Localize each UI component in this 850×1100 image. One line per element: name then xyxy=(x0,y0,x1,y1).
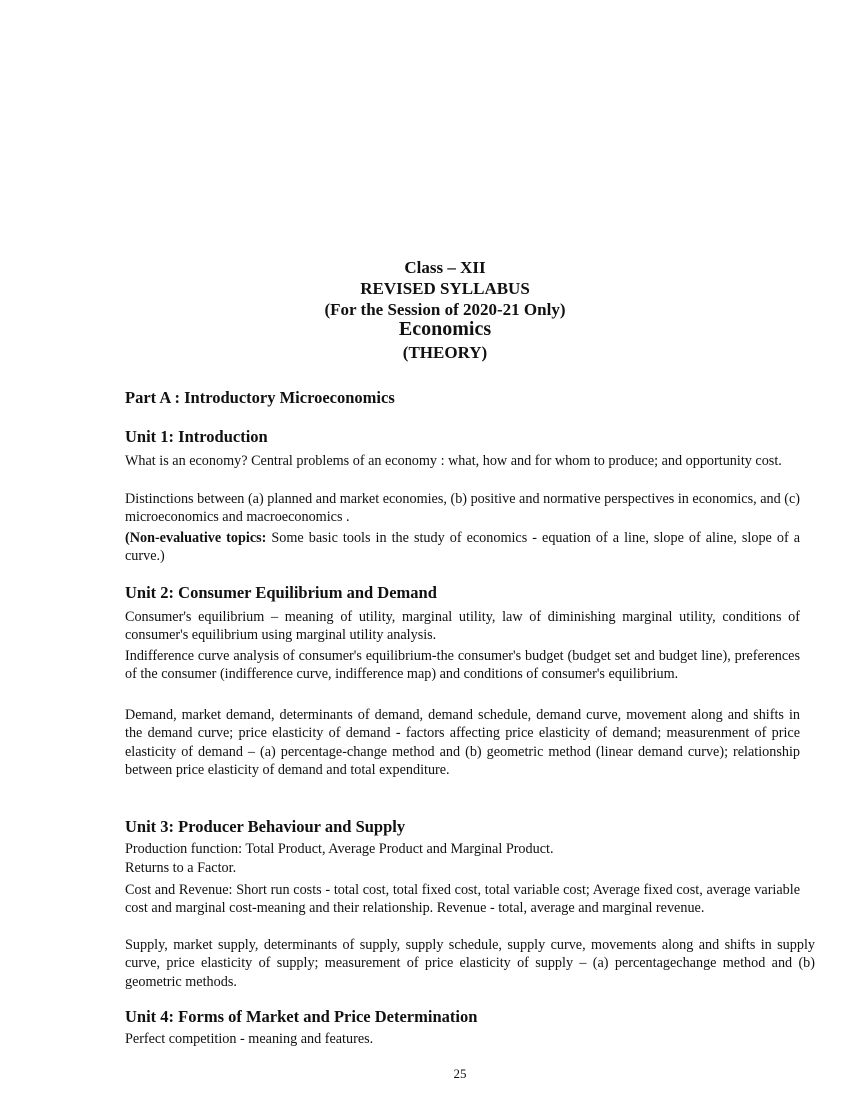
subject-heading: Economics xyxy=(398,318,492,340)
unit3-paragraph-2: Returns to a Factor. xyxy=(125,860,237,876)
page-number: 25 xyxy=(453,1066,467,1081)
revised-syllabus-heading: REVISED SYLLABUS xyxy=(360,279,530,298)
class-heading: Class – XII xyxy=(404,258,486,277)
unit3-title: Unit 3: Producer Behaviour and Supply xyxy=(125,817,406,836)
theory-heading: (THEORY) xyxy=(402,343,488,362)
unit1-paragraph-2: Distinctions between (a) planned and market economies, (b) positive and normative perspectives in economics, and (c) microeconomics and macroeconomics . xyxy=(125,491,800,526)
unit4-paragraph-1: Perfect competition - meaning and features. xyxy=(125,1031,374,1047)
unit3-paragraph-4: Supply, market supply, determinants of supply, supply schedule, supply curve, movements along and shifts in supply curve, price elasticity of supply; measurement of price elasticity of supply – (a) percentagechange method and (b) geometric methods. xyxy=(125,937,815,990)
unit1-title: Unit 1: Introduction xyxy=(125,427,268,446)
non-evaluative-text: Some basic tools in the study of economics - equation of a line, slope of aline, slope of a curve.) xyxy=(125,530,801,565)
unit2-paragraph-1: Consumer's equilibrium – meaning of utility, marginal utility, law of diminishing marginal utility, conditions of consumer's equilibrium using marginal utility analysis. xyxy=(125,609,800,644)
unit2-paragraph-3: Demand, market demand, determinants of demand, demand schedule, demand curve, movement along and shifts in the demand curve; price elasticity of demand - factors affecting price elasticity of demand; measurenment of price elasticity of demand – (a) percentage-change method and (b) geometric method (linear demand curve); relationship between price elasticity of demand and total expenditure. xyxy=(125,707,800,778)
part-a-title: Part A : Introductory Microeconomics xyxy=(125,388,395,407)
unit1-paragraph-3 xyxy=(125,529,800,566)
unit1-paragraph-1: What is an economy? Central problems of an economy : what, how and for whom to produce; and opportunity cost. xyxy=(125,453,782,469)
unit4-title: Unit 4: Forms of Market and Price Determination xyxy=(125,1007,478,1026)
unit3-paragraph-1: Production function: Total Product, Average Product and Marginal Product. xyxy=(125,841,554,857)
unit2-title: Unit 2: Consumer Equilibrium and Demand xyxy=(125,583,437,602)
unit2-paragraph-2: Indifference curve analysis of consumer's equilibrium-the consumer's budget (budget set and budget line), preferences of the consumer (indifference curve, indifference map) and conditions of consumer's equilibrium. xyxy=(125,648,800,683)
unit3-paragraph-3: Cost and Revenue: Short run costs - total cost, total fixed cost, total variable cost; Average fixed cost, average variable cost and marginal cost-meaning and their relationship. Revenue - total, average and marginal revenue. xyxy=(125,882,800,917)
session-heading: (For the Session of 2020-21 Only) xyxy=(324,300,566,319)
non-evaluative-label: (Non-evaluative topics: xyxy=(125,530,267,546)
